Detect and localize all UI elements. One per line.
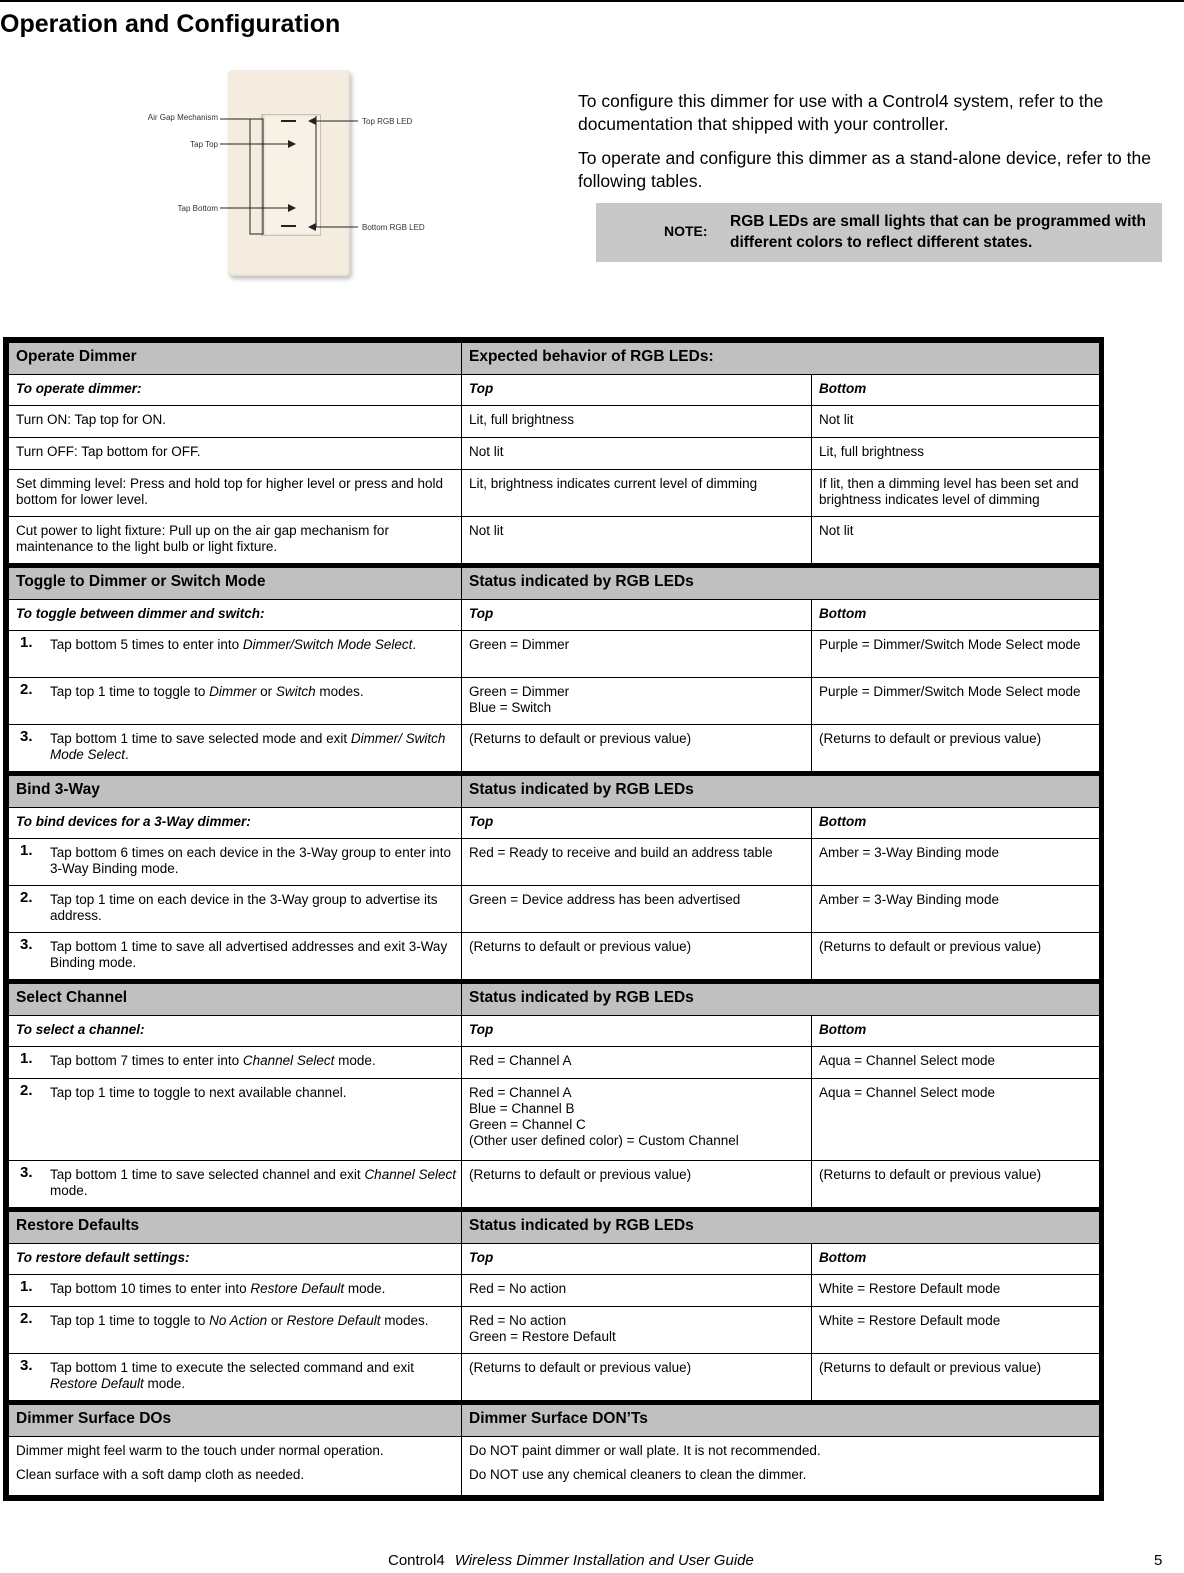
section-header-operate [9,343,1100,375]
step-text: or [267,1313,287,1328]
tap-bottom-label: Tap Bottom [177,204,218,213]
step-number: 3. [20,1164,33,1181]
step-text: Tap top 1 time on each device in the 3-Way group to advertise its address. [50,892,438,923]
step-text: mode. [344,1281,386,1296]
section-subtitle: Status indicated by RGB LEDs [462,566,1100,600]
top-rule [0,0,1184,2]
section-title: Bind 3-Way [9,774,462,808]
page-number: 5 [1154,1552,1163,1569]
table-cell: Set dimming level: Press and hold top for higher level or press and hold bottom for lower level. [9,470,462,517]
column-header: To bind devices for a 3-Way dimmer: [9,808,462,839]
table-row [9,1437,1100,1496]
table-row [9,1354,1100,1403]
step-text-italic: Dimmer/Switch Mode Select [242,637,413,652]
table-cell: Red = No action Green = Restore Default [462,1307,812,1354]
step-text-italic: Switch [275,684,316,699]
callout-lines [140,66,440,286]
column-header: Bottom [812,600,1100,631]
table-cell: Aqua = Channel Select mode [812,1079,1100,1161]
step-number: 1. [20,842,33,859]
section-subtitle: Status indicated by RGB LEDs [462,774,1100,808]
step-number: 2. [20,1310,33,1327]
note-label: NOTE: [664,223,708,239]
column-header: Top [462,375,812,406]
step-text: Tap bottom 1 time to save selected mode and exit [50,731,351,746]
step-text: Tap bottom 6 times on each device in the 3-Way group to enter into 3-Way Binding mode. [50,845,451,876]
tap-top-label: Tap Top [190,140,218,149]
table-row [9,839,1100,886]
table-cell: Red = No action [462,1275,812,1307]
table-cell: Not lit [812,406,1100,438]
step-text-italic: No Action [209,1313,268,1328]
table-cell [9,933,462,982]
do-item: Dimmer might feel warm to the touch under normal operation. [16,1443,384,1458]
table-cell [9,725,462,774]
step-text: modes. [315,684,364,699]
table-cell [9,1275,462,1307]
table-row [9,933,1100,982]
step-text: or [256,684,276,699]
table-row [9,1161,1100,1210]
step-number: 2. [20,681,33,698]
intro-text [578,90,1168,204]
step-number: 3. [20,1357,33,1374]
column-header-row [9,600,1100,631]
table-cell: Red = Channel A [462,1047,812,1079]
table-cell: Amber = 3-Way Binding mode [812,886,1100,933]
dos-cell [9,1437,462,1496]
table-cell: Turn OFF: Tap bottom for OFF. [9,438,462,470]
table-row [9,1307,1100,1354]
table-cell [9,886,462,933]
column-header: To select a channel: [9,1016,462,1047]
step-text: . [125,747,129,762]
bottom-led-label: Bottom RGB LED [362,223,425,232]
table-row [9,517,1100,566]
table-cell: Not lit [462,517,812,566]
step-number: 3. [20,936,33,953]
step-number: 1. [20,634,33,651]
table-cell: Cut power to light fixture: Pull up on the air gap mechanism for maintenance to the light bulb or light fixture. [9,517,462,566]
table-cell: Purple = Dimmer/Switch Mode Select mode [812,631,1100,678]
table-cell: Green = Dimmer [462,631,812,678]
table-cell: (Returns to default or previous value) [462,933,812,982]
table-row [9,725,1100,774]
column-header-row [9,375,1100,406]
table-cell: (Returns to default or previous value) [462,1161,812,1210]
dont-item: Do NOT paint dimmer or wall plate. It is not recommended. [469,1443,821,1458]
table-cell: Red = Ready to receive and build an address table [462,839,812,886]
table-row [9,1079,1100,1161]
table-row [9,1047,1100,1079]
table-cell: Green = Device address has been advertised [462,886,812,933]
table-cell: (Returns to default or previous value) [812,725,1100,774]
table-cell: (Returns to default or previous value) [462,1354,812,1403]
dont-item: Do NOT use any chemical cleaners to clean the dimmer. [469,1467,807,1482]
column-header: Top [462,600,812,631]
column-header: To restore default settings: [9,1244,462,1275]
table-cell: White = Restore Default mode [812,1307,1100,1354]
step-text: Tap bottom 1 time to save all advertised addresses and exit 3-Way Binding mode. [50,939,448,970]
step-text: Tap bottom 7 times to enter into [50,1053,243,1068]
section-title: Operate Dimmer [9,343,462,375]
footer-subtitle: Wireless Dimmer Installation and User Guide [454,1552,754,1569]
step-number: 1. [20,1278,33,1295]
table-cell: (Returns to default or previous value) [812,1161,1100,1210]
column-header: Bottom [812,1016,1100,1047]
step-text: Tap bottom 1 time to save selected channel and exit [50,1167,365,1182]
table-cell: Amber = 3-Way Binding mode [812,839,1100,886]
step-text: mode. [50,1183,88,1198]
intro-paragraph-1: To configure this dimmer for use with a Control4 system, refer to the documentation that shipped with your controller. [578,91,1104,134]
step-number: 1. [20,1050,33,1067]
column-header: Bottom [812,808,1100,839]
section-subtitle: Expected behavior of RGB LEDs: [462,343,1100,375]
table-cell [9,839,462,886]
table-cell [9,678,462,725]
section-header-surface [9,1403,1100,1437]
table-cell [9,1307,462,1354]
table-cell [9,1161,462,1210]
step-text: mode. [334,1053,376,1068]
table-cell [9,1079,462,1161]
table-cell: Turn ON: Tap top for ON. [9,406,462,438]
column-header-row [9,808,1100,839]
table-cell: Not lit [462,438,812,470]
table-cell: Red = Channel A Blue = Channel B Green = Channel C (Other user defined color) = Custom Channel [462,1079,812,1161]
footer-brand: Control4 [388,1552,445,1569]
table-cell: Not lit [812,517,1100,566]
table-cell: White = Restore Default mode [812,1275,1100,1307]
intro-paragraph-2: To operate and configure this dimmer as a stand-alone device, refer to the following tables. [578,148,1151,191]
table-row [9,678,1100,725]
table-cell: Lit, brightness indicates current level of dimming [462,470,812,517]
step-text-italic: Restore Default [286,1313,381,1328]
table-cell: If lit, then a dimming level has been set and brightness indicates level of dimming [812,470,1100,517]
step-text-italic: Dimmer/ Switch Mode Select [50,731,446,762]
section-title: Toggle to Dimmer or Switch Mode [9,566,462,600]
section-header-toggle [9,566,1100,600]
step-number: 3. [20,728,33,745]
section-subtitle: Dimmer Surface DON’Ts [462,1403,1100,1437]
table-row [9,438,1100,470]
table-cell: (Returns to default or previous value) [812,933,1100,982]
step-text-italic: Restore Default [250,1281,345,1296]
table-cell: (Returns to default or previous value) [462,725,812,774]
page-title: Operation and Configuration [0,10,341,38]
step-number: 2. [20,1082,33,1099]
table-cell: (Returns to default or previous value) [812,1354,1100,1403]
table-row [9,1275,1100,1307]
operations-table [3,337,1104,1501]
step-text: Tap top 1 time to toggle to [50,684,210,699]
section-title: Dimmer Surface DOs [9,1403,462,1437]
table-row [9,406,1100,438]
step-text-italic: Channel Select [364,1167,456,1182]
step-text: Tap bottom 1 time to execute the selected command and exit [50,1360,414,1375]
note-box [596,203,1162,262]
column-header: Bottom [812,1244,1100,1275]
section-header-channel [9,982,1100,1016]
table-row [9,631,1100,678]
table-cell [9,1047,462,1079]
step-number: 2. [20,889,33,906]
column-header-row [9,1016,1100,1047]
table-row [9,470,1100,517]
section-title: Restore Defaults [9,1210,462,1244]
section-header-restore [9,1210,1100,1244]
table-row [9,886,1100,933]
step-text: Tap top 1 time to toggle to next available channel. [50,1085,347,1100]
step-text-italic: Restore Default [50,1376,144,1391]
note-text: RGB LEDs are small lights that can be programmed with different colors to reflect different states. [730,213,1147,251]
page-footer [388,1552,754,1569]
step-text: Tap bottom 5 times to enter into [50,637,243,652]
section-subtitle: Status indicated by RGB LEDs [462,982,1100,1016]
step-text: . [412,637,417,652]
column-header: To toggle between dimmer and switch: [9,600,462,631]
section-header-bind [9,774,1100,808]
step-text-italic: Channel Select [242,1053,335,1068]
air-gap-label: Air Gap Mechanism [147,113,218,122]
donts-cell [462,1437,1100,1496]
do-item: Clean surface with a soft damp cloth as needed. [16,1467,305,1482]
table-cell: Aqua = Channel Select mode [812,1047,1100,1079]
table-cell: Lit, full brightness [462,406,812,438]
step-text: mode. [143,1376,186,1391]
table-cell: Purple = Dimmer/Switch Mode Select mode [812,678,1100,725]
dimmer-figure [140,66,440,286]
top-led-label: Top RGB LED [362,117,413,126]
column-header: Bottom [812,375,1100,406]
column-header: Top [462,1016,812,1047]
step-text-italic: Dimmer [209,684,257,699]
column-header-row [9,1244,1100,1275]
table-cell [9,631,462,678]
table-cell [9,1354,462,1403]
step-text: Tap top 1 time to toggle to [50,1313,210,1328]
step-text: modes. [380,1313,429,1328]
step-text: Tap bottom 10 times to enter into [50,1281,251,1296]
table-cell: Lit, full brightness [812,438,1100,470]
section-title: Select Channel [9,982,462,1016]
column-header: Top [462,808,812,839]
section-subtitle: Status indicated by RGB LEDs [462,1210,1100,1244]
table-cell: Green = Dimmer Blue = Switch [462,678,812,725]
column-header: To operate dimmer: [9,375,462,406]
column-header: Top [462,1244,812,1275]
